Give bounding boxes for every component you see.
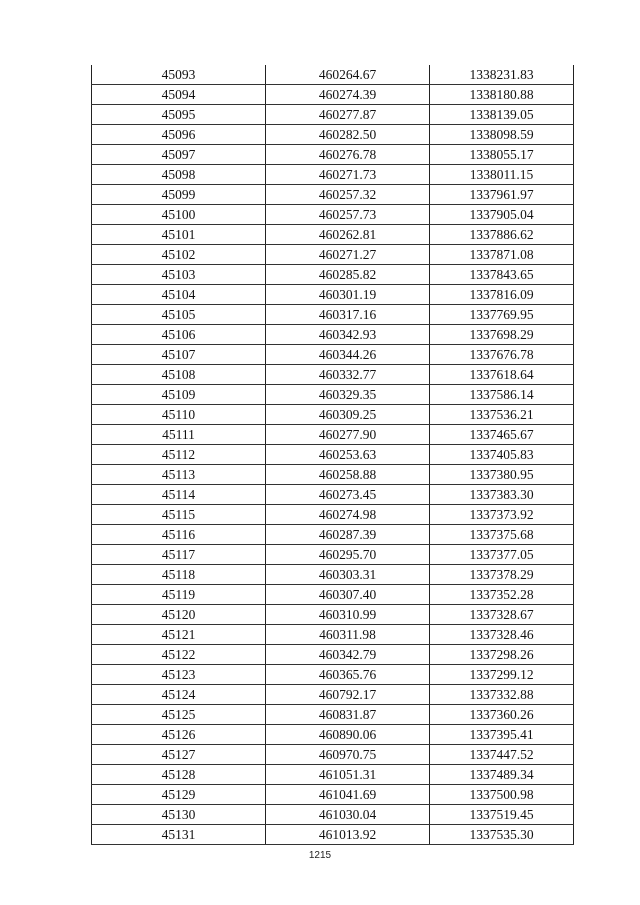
x-coordinate-cell: 460262.81 — [266, 225, 430, 245]
point-id-cell: 45119 — [92, 585, 266, 605]
x-coordinate-cell: 460344.26 — [266, 345, 430, 365]
y-coordinate-cell: 1337676.78 — [430, 345, 574, 365]
point-id-cell: 45123 — [92, 665, 266, 685]
x-coordinate-cell: 460253.63 — [266, 445, 430, 465]
y-coordinate-cell: 1337377.05 — [430, 545, 574, 565]
table-row — [92, 385, 574, 405]
point-id-cell: 45108 — [92, 365, 266, 385]
x-coordinate-cell: 460342.79 — [266, 645, 430, 665]
x-coordinate-cell: 461013.92 — [266, 825, 430, 845]
x-coordinate-cell: 460301.19 — [266, 285, 430, 305]
y-coordinate-cell: 1337536.21 — [430, 405, 574, 425]
table-row — [92, 65, 574, 85]
table-row — [92, 625, 574, 645]
point-id-cell: 45116 — [92, 525, 266, 545]
table-row — [92, 225, 574, 245]
table-row — [92, 165, 574, 185]
x-coordinate-cell: 460277.90 — [266, 425, 430, 445]
x-coordinate-cell: 460317.16 — [266, 305, 430, 325]
table-row — [92, 185, 574, 205]
x-coordinate-cell: 461030.04 — [266, 805, 430, 825]
y-coordinate-cell: 1337698.29 — [430, 325, 574, 345]
point-id-cell: 45109 — [92, 385, 266, 405]
y-coordinate-cell: 1337447.52 — [430, 745, 574, 765]
x-coordinate-cell: 461041.69 — [266, 785, 430, 805]
point-id-cell: 45112 — [92, 445, 266, 465]
point-id-cell: 45115 — [92, 505, 266, 525]
point-id-cell: 45093 — [92, 65, 266, 85]
point-id-cell: 45094 — [92, 85, 266, 105]
y-coordinate-cell: 1338139.05 — [430, 105, 574, 125]
point-id-cell: 45110 — [92, 405, 266, 425]
point-id-cell: 45100 — [92, 205, 266, 225]
x-coordinate-cell: 460274.39 — [266, 85, 430, 105]
point-id-cell: 45113 — [92, 465, 266, 485]
y-coordinate-cell: 1337395.41 — [430, 725, 574, 745]
table-row — [92, 345, 574, 365]
x-coordinate-cell: 460831.87 — [266, 705, 430, 725]
table-row — [92, 825, 574, 845]
point-id-cell: 45129 — [92, 785, 266, 805]
point-id-cell: 45107 — [92, 345, 266, 365]
x-coordinate-cell: 460310.99 — [266, 605, 430, 625]
table-row — [92, 245, 574, 265]
coordinate-table — [91, 65, 574, 845]
y-coordinate-cell: 1338231.83 — [430, 65, 574, 85]
y-coordinate-cell: 1337405.83 — [430, 445, 574, 465]
y-coordinate-cell: 1337378.29 — [430, 565, 574, 585]
table-row — [92, 505, 574, 525]
y-coordinate-cell: 1337618.64 — [430, 365, 574, 385]
table-row — [92, 805, 574, 825]
point-id-cell: 45103 — [92, 265, 266, 285]
point-id-cell: 45126 — [92, 725, 266, 745]
table-row — [92, 645, 574, 665]
point-id-cell: 45130 — [92, 805, 266, 825]
table-row — [92, 305, 574, 325]
x-coordinate-cell: 460274.98 — [266, 505, 430, 525]
x-coordinate-cell: 460257.32 — [266, 185, 430, 205]
table-row — [92, 725, 574, 745]
point-id-cell: 45099 — [92, 185, 266, 205]
table-row — [92, 205, 574, 225]
point-id-cell: 45106 — [92, 325, 266, 345]
table-row — [92, 545, 574, 565]
table-row — [92, 145, 574, 165]
point-id-cell: 45121 — [92, 625, 266, 645]
y-coordinate-cell: 1337961.97 — [430, 185, 574, 205]
point-id-cell: 45122 — [92, 645, 266, 665]
y-coordinate-cell: 1337769.95 — [430, 305, 574, 325]
table-row — [92, 365, 574, 385]
table-row — [92, 285, 574, 305]
table-row — [92, 685, 574, 705]
point-id-cell: 45120 — [92, 605, 266, 625]
point-id-cell: 45117 — [92, 545, 266, 565]
table-row — [92, 745, 574, 765]
y-coordinate-cell: 1337905.04 — [430, 205, 574, 225]
table-row — [92, 605, 574, 625]
x-coordinate-cell: 461051.31 — [266, 765, 430, 785]
point-id-cell: 45125 — [92, 705, 266, 725]
table-row — [92, 665, 574, 685]
table-row — [92, 705, 574, 725]
y-coordinate-cell: 1337373.92 — [430, 505, 574, 525]
point-id-cell: 45118 — [92, 565, 266, 585]
table-row — [92, 565, 574, 585]
x-coordinate-cell: 460276.78 — [266, 145, 430, 165]
coordinate-table-body — [92, 65, 574, 845]
y-coordinate-cell: 1337332.88 — [430, 685, 574, 705]
table-row — [92, 765, 574, 785]
x-coordinate-cell: 460303.31 — [266, 565, 430, 585]
point-id-cell: 45127 — [92, 745, 266, 765]
table-row — [92, 525, 574, 545]
x-coordinate-cell: 460282.50 — [266, 125, 430, 145]
table-row — [92, 85, 574, 105]
table-row — [92, 585, 574, 605]
x-coordinate-cell: 460271.27 — [266, 245, 430, 265]
x-coordinate-cell: 460295.70 — [266, 545, 430, 565]
point-id-cell: 45104 — [92, 285, 266, 305]
point-id-cell: 45096 — [92, 125, 266, 145]
y-coordinate-cell: 1338098.59 — [430, 125, 574, 145]
point-id-cell: 45128 — [92, 765, 266, 785]
x-coordinate-cell: 460329.35 — [266, 385, 430, 405]
table-row — [92, 405, 574, 425]
table-row — [92, 265, 574, 285]
y-coordinate-cell: 1337586.14 — [430, 385, 574, 405]
table-row — [92, 325, 574, 345]
x-coordinate-cell: 460342.93 — [266, 325, 430, 345]
y-coordinate-cell: 1337871.08 — [430, 245, 574, 265]
x-coordinate-cell: 460258.88 — [266, 465, 430, 485]
point-id-cell: 45131 — [92, 825, 266, 845]
y-coordinate-cell: 1337465.67 — [430, 425, 574, 445]
point-id-cell: 45124 — [92, 685, 266, 705]
x-coordinate-cell: 460970.75 — [266, 745, 430, 765]
table-row — [92, 425, 574, 445]
point-id-cell: 45102 — [92, 245, 266, 265]
y-coordinate-cell: 1338011.15 — [430, 165, 574, 185]
x-coordinate-cell: 460273.45 — [266, 485, 430, 505]
y-coordinate-cell: 1337380.95 — [430, 465, 574, 485]
x-coordinate-cell: 460277.87 — [266, 105, 430, 125]
x-coordinate-cell: 460307.40 — [266, 585, 430, 605]
point-id-cell: 45111 — [92, 425, 266, 445]
y-coordinate-cell: 1337375.68 — [430, 525, 574, 545]
y-coordinate-cell: 1337299.12 — [430, 665, 574, 685]
x-coordinate-cell: 460287.39 — [266, 525, 430, 545]
y-coordinate-cell: 1337519.45 — [430, 805, 574, 825]
page-number: 1215 — [308, 850, 332, 861]
x-coordinate-cell: 460332.77 — [266, 365, 430, 385]
table-row — [92, 465, 574, 485]
x-coordinate-cell: 460285.82 — [266, 265, 430, 285]
y-coordinate-cell: 1338180.88 — [430, 85, 574, 105]
x-coordinate-cell: 460890.06 — [266, 725, 430, 745]
x-coordinate-cell: 460271.73 — [266, 165, 430, 185]
table-row — [92, 125, 574, 145]
y-coordinate-cell: 1337500.98 — [430, 785, 574, 805]
y-coordinate-cell: 1337360.26 — [430, 705, 574, 725]
x-coordinate-cell: 460264.67 — [266, 65, 430, 85]
y-coordinate-cell: 1337816.09 — [430, 285, 574, 305]
y-coordinate-cell: 1337328.46 — [430, 625, 574, 645]
y-coordinate-cell: 1337886.62 — [430, 225, 574, 245]
y-coordinate-cell: 1337843.65 — [430, 265, 574, 285]
point-id-cell: 45098 — [92, 165, 266, 185]
y-coordinate-cell: 1337489.34 — [430, 765, 574, 785]
x-coordinate-cell: 460792.17 — [266, 685, 430, 705]
point-id-cell: 45105 — [92, 305, 266, 325]
table-row — [92, 105, 574, 125]
y-coordinate-cell: 1337328.67 — [430, 605, 574, 625]
y-coordinate-cell: 1337383.30 — [430, 485, 574, 505]
point-id-cell: 45095 — [92, 105, 266, 125]
point-id-cell: 45114 — [92, 485, 266, 505]
x-coordinate-cell: 460365.76 — [266, 665, 430, 685]
x-coordinate-cell: 460311.98 — [266, 625, 430, 645]
y-coordinate-cell: 1337298.26 — [430, 645, 574, 665]
point-id-cell: 45097 — [92, 145, 266, 165]
y-coordinate-cell: 1337535.30 — [430, 825, 574, 845]
point-id-cell: 45101 — [92, 225, 266, 245]
x-coordinate-cell: 460257.73 — [266, 205, 430, 225]
table-row — [92, 445, 574, 465]
table-row — [92, 785, 574, 805]
table-row — [92, 485, 574, 505]
y-coordinate-cell: 1338055.17 — [430, 145, 574, 165]
y-coordinate-cell: 1337352.28 — [430, 585, 574, 605]
x-coordinate-cell: 460309.25 — [266, 405, 430, 425]
